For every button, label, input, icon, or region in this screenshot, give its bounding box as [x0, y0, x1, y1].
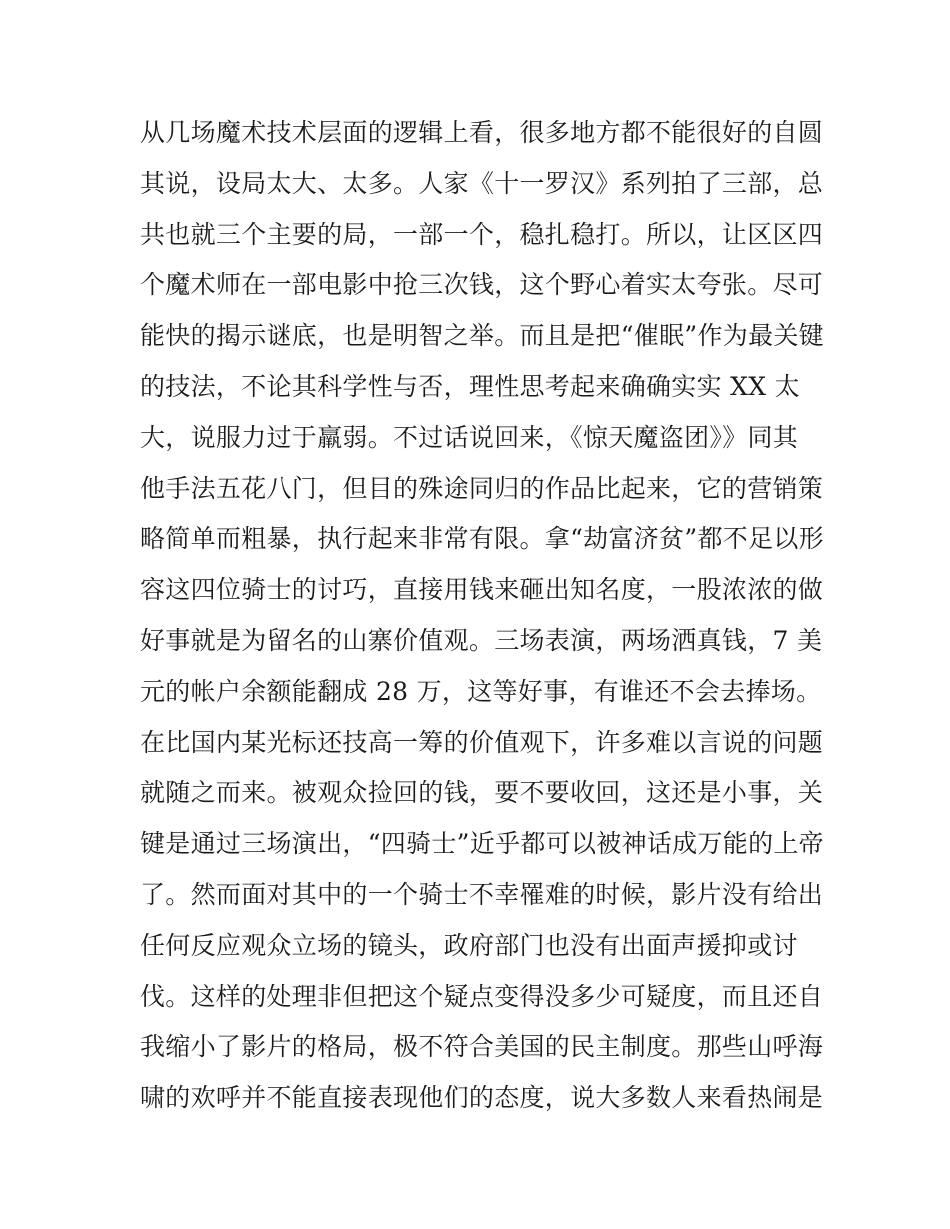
text-line: 元的帐户余额能翻成 28 万，这等好事，有谁还不会去捧场。: [140, 676, 822, 706]
text-line: 容这四位骑士的讨巧，直接用钱来砸出知名度，一股浓浓的做: [140, 575, 824, 605]
text-line: 个魔术师在一部电影中抢三次钱，这个野心着实太夸张。尽可: [140, 270, 824, 300]
text-line: 啸的欢呼并不能直接表现他们的态度，说大多数人来看热闹是: [140, 1083, 824, 1113]
text-line: 键是通过三场演出，“四骑士”近乎都可以被神话成万能的上帝: [140, 829, 824, 859]
text-line: 大，说服力过于羸弱。不过话说回来，《惊天魔盗团》》同其: [140, 422, 799, 452]
text-line: 任何反应观众立场的镜头，政府部门也没有出面声援抑或讨: [140, 930, 798, 960]
text-line: 略简单而粗暴，执行起来非常有限。拿“劫富济贫”都不足以形: [140, 524, 824, 554]
text-line: 在比国内某光标还技高一筹的价值观下，许多难以言说的问题: [140, 727, 824, 757]
text-line: 了。然而面对其中的一个骑士不幸罹难的时候，影片没有给出: [140, 879, 824, 909]
body-text: [140, 108, 824, 1124]
text-line: 我缩小了影片的格局，极不符合美国的民主制度。那些山呼海: [140, 1032, 824, 1062]
text-line: 能快的揭示谜底，也是明智之举。而且是把“催眠”作为最关键: [140, 321, 824, 351]
text-line: 其说，设局太大、太多。人家《十一罗汉》系列拍了三部，总: [140, 168, 824, 198]
text-line: 的技法，不论其科学性与否，理性思考起来确确实实 XX 太: [140, 371, 800, 401]
text-line: 就随之而来。被观众捡回的钱，要不要收回，这还是小事，关: [140, 778, 824, 808]
text-line: 共也就三个主要的局，一部一个，稳扎稳打。所以，让区区四: [140, 219, 824, 249]
text-line: 伐。这样的处理非但把这个疑点变得没多少可疑度，而且还自: [140, 981, 824, 1011]
text-line: 从几场魔术技术层面的逻辑上看，很多地方都不能很好的自圆: [140, 118, 824, 147]
text-line: 他手法五花八门，但目的殊途同归的作品比起来，它的营销策: [140, 473, 824, 503]
text-line: 好事就是为留名的山寨价值观。三场表演，两场洒真钱，7 美: [140, 625, 823, 655]
